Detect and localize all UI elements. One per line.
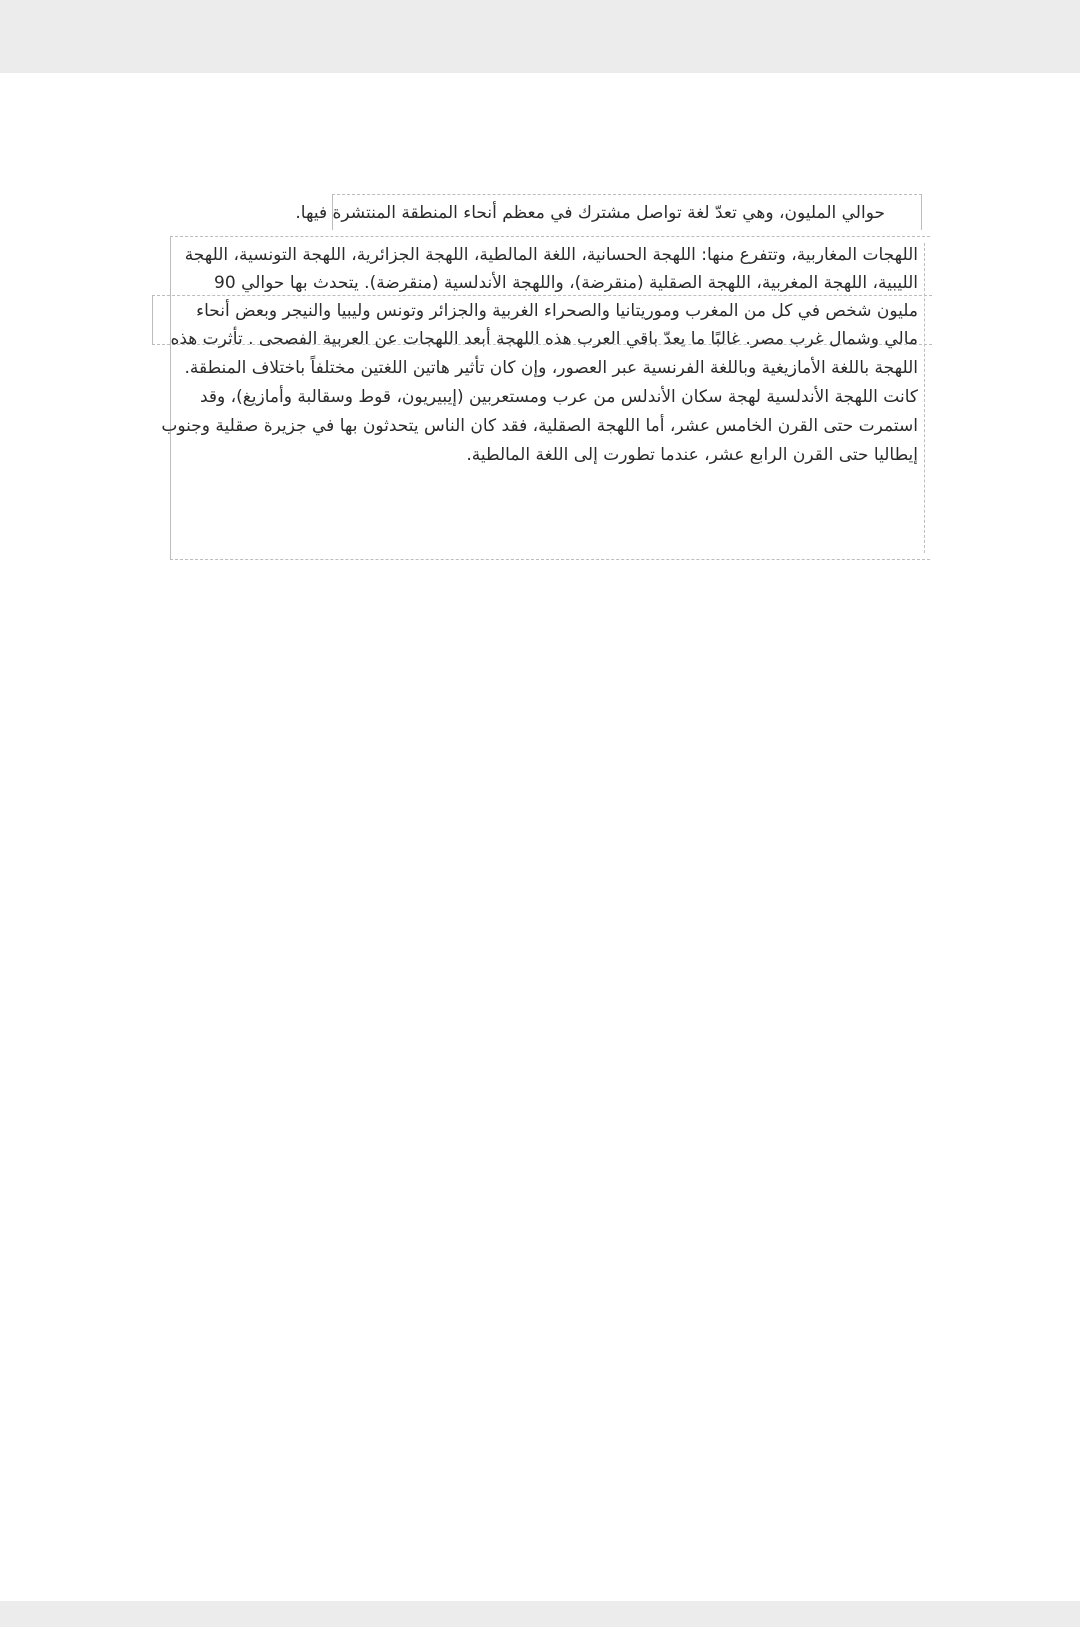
text-line: حوالي المليون، وهي تعدّ لغة تواصل مشترك في معظم أنحاء المنطقة المنتشرة فيها. — [295, 203, 885, 223]
document-page — [0, 73, 1080, 1601]
paragraph-line-2: الليبية، اللهجة المغربية، اللهجة الصقلية (منقرضة)، واللهجة الأندلسية (منقرضة). يتحدث بها حوالي 90 — [214, 273, 918, 293]
paragraph-text — [161, 241, 918, 551]
paragraph-line-8: إيطاليا حتى القرن الرابع عشر، عندما تطورت إلى اللغة المالطية. — [466, 445, 918, 465]
paragraph-line-4: مالي وشمال غرب مصر. غالبًا ما يعدّ باقي العرب هذه اللهجة أبعد اللهجات عن العربية الفصحى . تأثرت هذه — [170, 329, 918, 349]
paragraph-line-6: كانت اللهجة الأندلسية لهجة سكان الأندلس من عرب ومستعربين (إيبيريون، قوط وسقالبة وأمازيغ)، وقد — [199, 387, 918, 407]
paragraph-line-3: مليون شخص في كل من المغرب وموريتانيا والصحراء الغربية والجزائر وتونس وليبيا والنيجر وبعض أنحاء — [196, 301, 918, 321]
paragraph-line-7: استمرت حتى القرن الخامس عشر، أما اللهجة الصقلية، فقد كان الناس يتحدثون بها في جزيرة صقلية وجنوب — [161, 416, 918, 436]
top-toolbar-area — [0, 0, 1080, 73]
paragraph-line-5: اللهجة باللغة الأمازيغية وباللغة الفرنسية عبر العصور، وإن كان تأثير هاتين اللغتين مختلفاً باختلاف المنطقة. — [184, 358, 918, 378]
bottom-bar-area — [0, 1601, 1080, 1627]
text-block-first — [295, 199, 885, 227]
paragraph-line-1: اللهجات المغاربية، وتتفرع منها: اللهجة الحسانية، اللغة المالطية، اللهجة الجزائرية، اللهجة التونسية، اللهجة — [184, 245, 918, 265]
